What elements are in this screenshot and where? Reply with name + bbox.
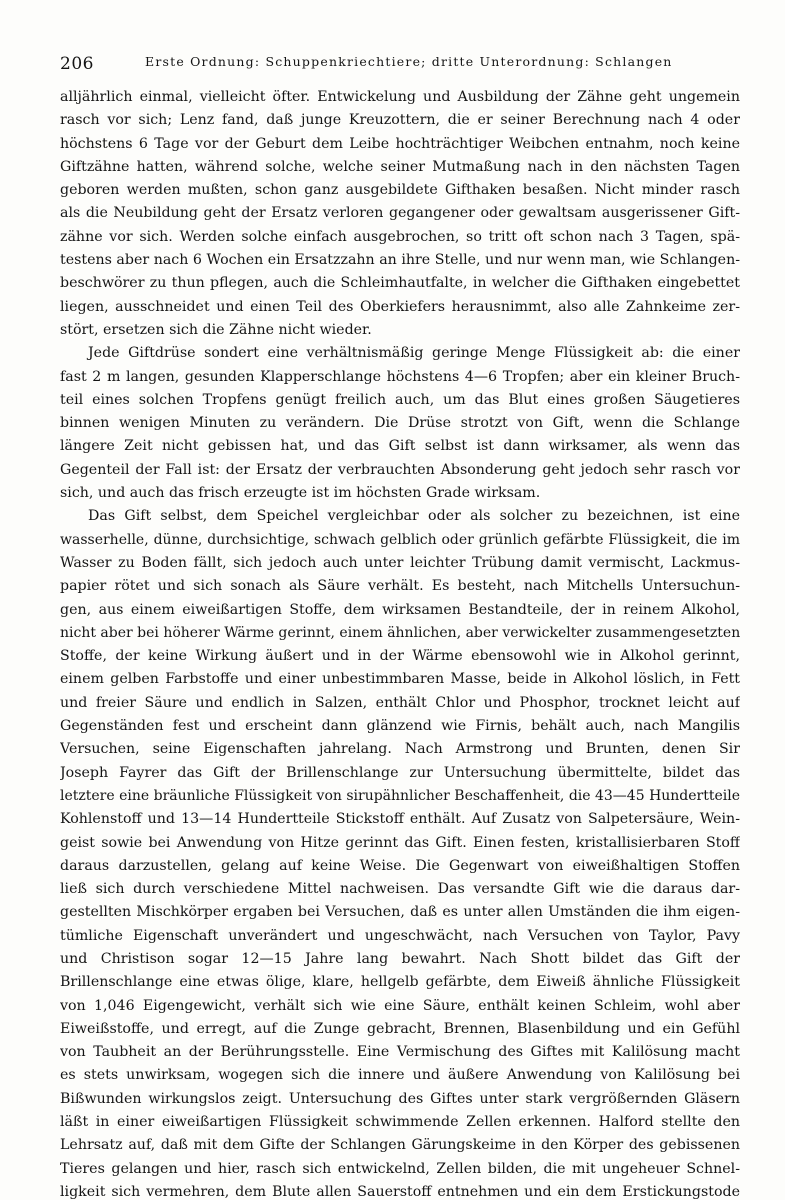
text-line: von 1,046 Eigengewicht, verhält sich wie eine Säure, enthält keinen Schleim, wohl aber — [60, 997, 740, 1014]
text-line: liegen, ausschneidet und einen Teil des Oberkiefers herausnimmt, also alle Zahnkeime zer- — [60, 298, 740, 315]
text-line: gestellten Mischkörper ergaben bei Versuchen, daß es unter allen Umständen die ihm eigen- — [60, 904, 740, 921]
text-line: längere Zeit nicht gebissen hat, und das Gift selbst ist dann wirksamer, als wenn das — [60, 438, 740, 455]
text-line: testens aber nach 6 Wochen ein Ersatzzahn an ihre Stelle, und nur wenn man, wie Schlangen- — [60, 252, 740, 269]
text-line: Bißwunden wirkungslos zeigt. Untersuchung des Giftes unter stark vergrößernden Gläsern — [60, 1090, 740, 1107]
running-title: Erste Ordnung: Schuppenkriechtiere; dritte Unterordnung: Schlangen — [145, 54, 673, 69]
text-line: beschwörer zu thun pflegen, auch die Schleimhautfalte, in welcher die Gifthaken eingebettet — [60, 275, 740, 292]
text-line: binnen wenigen Minuten zu verändern. Die Drüse strotzt von Gift, wenn die Schlange — [60, 415, 740, 432]
text-line: sich, und auch das frisch erzeugte ist im höchsten Grade wirksam. — [60, 485, 541, 502]
text-line: Gegenständen fest und erscheint dann glänzend wie Firnis, behält auch, nach Mangilis — [60, 718, 740, 735]
text-line: geboren werden mußten, schon ganz ausgebildete Gifthaken besaßen. Nicht minder rasch — [60, 182, 740, 199]
text-line: einem gelben Farbstoffe und einer unbestimmbaren Masse, beide in Alkohol löslich, in Fett — [60, 671, 740, 688]
paragraph-start: Jede Giftdrüse sondert eine verhältnismäßig geringe Menge Flüssigkeit ab: die einer — [88, 345, 740, 362]
text-line: zähne vor sich. Werden solche einfach ausgebrochen, so tritt oft schon nach 3 Tagen, spä- — [60, 228, 740, 245]
text-line: und Christison sogar 12—15 Jahre lang bewahrt. Nach Shott bildet das Gift der — [60, 950, 740, 967]
text-line: daraus darzustellen, gelang auf keine Weise. Die Gegenwart von eiweißhaltigen Stoffen — [60, 857, 740, 874]
page-number: 206 — [60, 54, 94, 74]
text-line: als die Neubildung geht der Ersatz verloren gegangener oder gewaltsam ausgerissener Gift- — [60, 205, 740, 222]
text-line: gen, aus einem eiweißartigen Stoffe, dem wirksamen Bestandteile, der in reinem Alkohol, — [60, 601, 740, 618]
text-line: Versuchen, seine Eigenschaften jahrelang. Nach Armstrong und Brunten, denen Sir — [60, 741, 740, 758]
text-line: Wasser zu Boden fällt, sich jedoch auch unter leichter Trübung damit vermischt, Lackmus- — [60, 554, 740, 571]
text-line: es stets unwirksam, wogegen sich die innere und äußere Anwendung von Kalilösung bei — [60, 1067, 740, 1084]
running-header — [60, 50, 740, 76]
text-line: rasch vor sich; Lenz fand, daß junge Kreuzottern, die er seiner Berechnung nach 4 oder — [60, 112, 740, 129]
text-line: von Taubheit an der Berührungsstelle. Eine Vermischung des Giftes mit Kalilösung macht — [60, 1044, 740, 1061]
text-line: läßt in einer eiweißartigen Flüssigkeit schwimmende Zellen erkennen. Halford stellte den — [60, 1114, 740, 1131]
text-line: Kohlenstoff und 13—14 Hundertteile Stickstoff enthält. Auf Zusatz von Salpetersäure, Wein- — [60, 811, 740, 828]
text-line: Tieres gelangen und hier, rasch sich entwickelnd, Zellen bilden, die mit ungeheuer Schnel- — [60, 1160, 740, 1177]
text-line: stört, ersetzen sich die Zähne nicht wieder. — [60, 321, 372, 338]
text-line: alljährlich einmal, vielleicht öfter. Entwickelung und Ausbildung der Zähne geht ungemein — [60, 89, 740, 105]
text-line: Stoffe, der keine Wirkung äußert und in der Wärme ebensowohl wie in Alkohol gerinnt, — [60, 648, 740, 665]
text-line: und freier Säure und endlich in Salzen, enthält Chlor und Phosphor, trocknet leicht auf — [60, 694, 740, 711]
text-line: Gegenteil der Fall ist: der Ersatz der verbrauchten Absonderung geht jedoch sehr rasch vor — [60, 461, 740, 478]
text-line: geist sowie bei Anwendung von Hitze gerinnt das Gift. Einen festen, kristallisierbaren Stoff — [60, 834, 740, 851]
text-line: Joseph Fayrer das Gift der Brillenschlange zur Untersuchung übermittelte, bildet das — [60, 764, 740, 781]
text-line: Eiweißstoffe, und erregt, auf die Zunge gebracht, Brennen, Blasenbildung und ein Gefühl — [60, 1020, 740, 1037]
text-line: Lehrsatz auf, daß mit dem Gifte der Schlangen Gärungskeime in den Körper des gebissenen — [60, 1137, 740, 1154]
text-line: tümliche Eigenschaft unverändert und ungeschwächt, nach Versuchen von Taylor, Pavy — [60, 927, 740, 944]
text-line: Giftzähne hatten, während solche, welche seiner Mutmaßung nach in den nächsten Tagen — [60, 158, 740, 175]
text-line: papier rötet und sich sonach als Säure verhält. Es besteht, nach Mitchells Untersuchun- — [60, 578, 740, 595]
body-text — [60, 86, 740, 1204]
text-line: ließ sich durch verschiedene Mittel nachweisen. Das versandte Gift wie die daraus dar- — [60, 881, 740, 898]
paragraph-start: Das Gift selbst, dem Speichel vergleichbar oder als solcher zu bezeichnen, ist eine — [88, 508, 740, 525]
text-line: Brillenschlange eine etwas ölige, klare, hellgelb gefärbte, dem Eiweiß ähnliche Flüssigkeit — [60, 974, 740, 991]
text-line: höchstens 6 Tage vor der Geburt dem Leibe hochträchtiger Weibchen entnahm, noch keine — [60, 135, 740, 152]
text-line: teil eines solchen Tropfens genügt freilich auch, um das Blut eines großen Säugetieres — [60, 391, 740, 408]
text-line: wasserhelle, dünne, durchsichtige, schwach gelblich oder grünlich gefärbte Flüssigkeit, die im — [60, 531, 740, 548]
text-line: fast 2 m langen, gesunden Klapperschlange höchstens 4—6 Tropfen; aber ein kleiner Bruch- — [60, 368, 740, 385]
text-line: ligkeit sich vermehren, dem Blute allen Sauerstoff entnehmen und ein dem Erstickungstode — [60, 1183, 740, 1200]
text-line: nicht aber bei höherer Wärme gerinnt, einem ähnlichen, aber verwickelter zusammengesetzten — [60, 624, 740, 641]
text-line: letztere eine bräunliche Flüssigkeit von sirupähnlicher Beschaffenheit, die 43—45 Hundertteile — [60, 787, 740, 804]
